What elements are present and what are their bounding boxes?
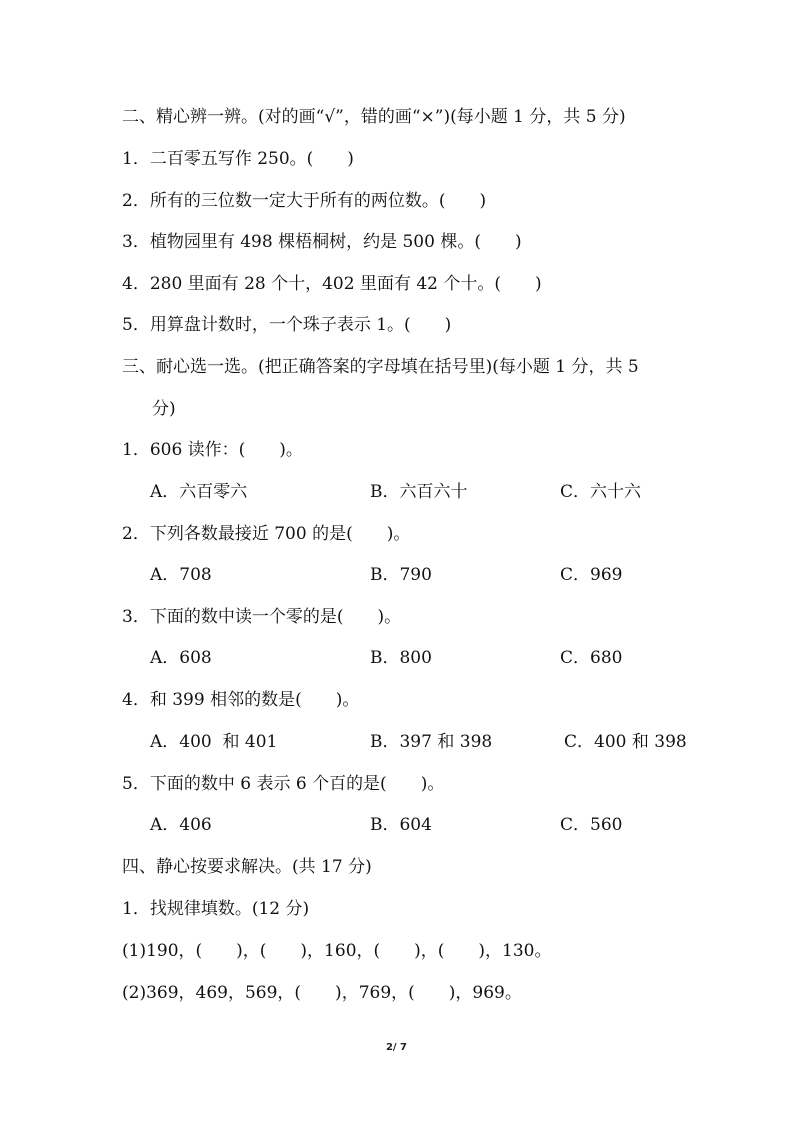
section3-title: 三、耐心选一选。(把正确答案的字母填在括号里)(每小题 1 分，共 5 bbox=[122, 357, 639, 377]
option-a: A．708 bbox=[150, 565, 212, 585]
option-a: A．406 bbox=[150, 815, 212, 835]
pattern-row-2: (2)369，469，569，( )，769，( )，969。 bbox=[122, 983, 522, 1003]
section2-title: 二、精心辨一辨。(对的画“√”，错的画“×”)(每小题 1 分，共 5 分) bbox=[122, 107, 626, 127]
section3-title-cont: 分) bbox=[152, 399, 176, 419]
pattern-row-1: (1)190，( )，( )，160，( )，( )，130。 bbox=[122, 941, 552, 961]
option-b: B．604 bbox=[370, 815, 432, 835]
option-b: B．六百六十 bbox=[370, 482, 468, 502]
section3-question-2: 2．下列各数最接近 700 的是( )。 bbox=[122, 524, 411, 544]
option-a: A．400 和 401 bbox=[150, 732, 278, 752]
section4-sub1: 1．找规律填数。(12 分) bbox=[122, 899, 310, 919]
option-b: B．790 bbox=[370, 565, 432, 585]
option-a: A．六百零六 bbox=[150, 482, 248, 502]
section3-question-5: 5．下面的数中 6 表示 6 个百的是( )。 bbox=[122, 774, 445, 794]
section2-item-3: 3．植物园里有 498 棵梧桐树，约是 500 棵。( ) bbox=[122, 232, 522, 252]
option-a: A．608 bbox=[150, 648, 212, 668]
section2-item-5: 5．用算盘计数时，一个珠子表示 1。( ) bbox=[122, 315, 452, 335]
page-number: 2/ 7 bbox=[385, 1042, 408, 1053]
option-c: C．400 和 398 bbox=[564, 732, 687, 752]
section3-question-3: 3．下面的数中读一个零的是( )。 bbox=[122, 607, 402, 627]
section2-item-2: 2．所有的三位数一定大于所有的两位数。( ) bbox=[122, 191, 487, 211]
option-c: C．969 bbox=[560, 565, 623, 585]
section4-title: 四、静心按要求解决。(共 17 分) bbox=[122, 857, 372, 877]
option-c: C．560 bbox=[560, 815, 623, 835]
option-b: B．800 bbox=[370, 648, 432, 668]
section3-question-4: 4．和 399 相邻的数是( )。 bbox=[122, 690, 360, 710]
option-b: B．397 和 398 bbox=[370, 732, 493, 752]
section3-question-1: 1．606 读作：( )。 bbox=[122, 440, 303, 460]
option-c: C．六十六 bbox=[560, 482, 642, 502]
section2-item-1: 1．二百零五写作 250。( ) bbox=[122, 149, 354, 169]
section2-item-4: 4．280 里面有 28 个十，402 里面有 42 个十。( ) bbox=[122, 274, 542, 294]
option-c: C．680 bbox=[560, 648, 623, 668]
